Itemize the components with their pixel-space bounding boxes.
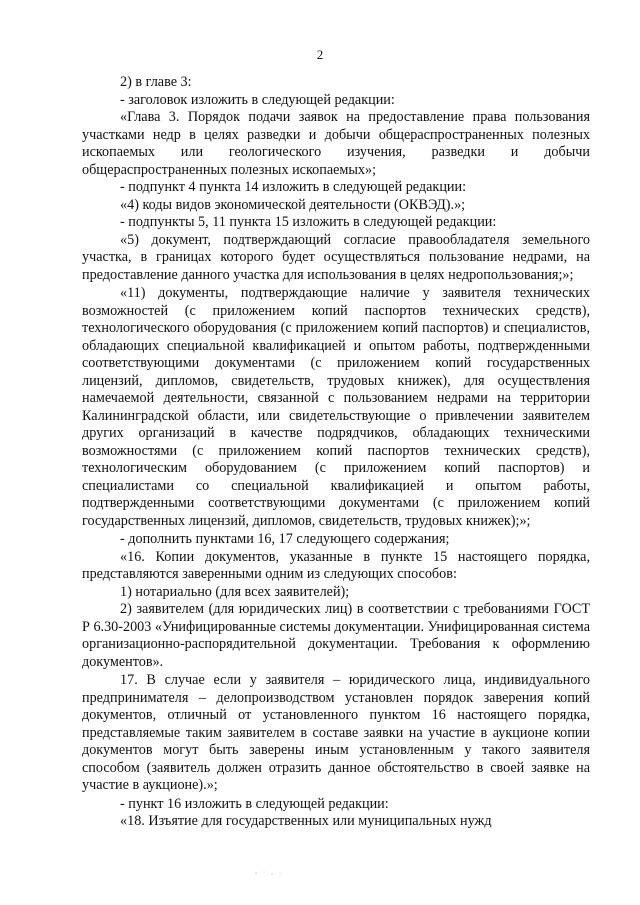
paragraph-subitem4-text: «4) коды видов экономической деятельности (ОКВЭД).»; [120,196,466,213]
paragraph-item16-option1: 1) нотариально (для всех заявителей); [120,583,350,600]
document-body [82,74,590,831]
scan-artifact [250,868,290,878]
paragraph-subitems5-11-instruction: - подпункты 5, 11 пункта 15 изложить в следующей редакции: [120,214,497,230]
paragraph-subitem5-text: «5) документ, подтверждающий согласие правообладателя земельного участка, в границах которого будет осуществляться пользование недрами, на предоставление данного участка для использования в целях недропользования;»; [82,231,590,283]
paragraph-subitem4-instruction: - подпункт 4 пункта 14 изложить в следующей редакции: [120,179,467,195]
paragraph-chapter3-intro: 2) в главе 3: [120,74,192,90]
paragraph-item16-text: «16. Копии документов, указанные в пункте 15 настоящего порядка, представляются заверенными одним из следующих способов: [82,548,590,582]
paragraph-subitem11-text: «11) документы, подтверждающие наличие у заявителя технических возможностей (с приложением копий паспортов технических средств), технологического оборудования (с приложением копий паспортов) и специалистов, обладающих специальной квалификацией и опытом работы, подтвержденными соответствующими документами (с приложением копий государственных лицензий, дипломов, свидетельств, трудовых книжек), для осуществления намечаемой деятельности, связанной с пользованием недрами на территории Калининградской области, или свидетельствующие о привлечении заявителем других организаций в качестве подрядчиков, обладающих техническими возможностями (с приложением копий паспортов технических средств), технологическим оборудованием (с приложением копий паспортов) и специалистами со специальной квалификацией и опытом работы, подтвержденными соответствующими документами (с приложением копий государственных лицензий, дипломов, свидетельств, трудовых книжек);»; [82,285,590,529]
page-number: 2 [316,47,324,62]
paragraph-item17-text: 17. В случае если у заявителя – юридического лица, индивидуального предпринимателя – делопроизводством установлен порядок заверения копий документов, отличный от установленного пунктом 16 настоящего порядка, представляемые таким заявителем в составе заявки на участие в аукционе копии документов могут быть заверены иным установленным у такого заявителя способом (заявитель должен отразить данное обстоятельство в своей заявке на участие в аукционе).»; [82,672,590,793]
paragraph-item16-instruction: - пункт 16 изложить в следующей редакции: [120,795,389,812]
paragraph-item18-start: «18. Изъятие для государственных или муниципальных нужд [120,813,492,829]
paragraph-chapter3-title: «Глава 3. Порядок подачи заявок на предоставление права пользования участками недр в целях разведки и добычи общераспространенных полезных ископаемых или геологического изучения, разведки и добычи общераспространенных полезных ископаемых»; [82,109,590,178]
paragraph-add-items-instruction: - дополнить пунктами 16, 17 следующего содержания; [120,531,450,547]
paragraph-heading-instruction: - заголовок изложить в следующей редакции: [120,91,395,108]
paragraph-item16-option2: 2) заявителем (для юридических лиц) в соответствии с требованиями ГОСТ Р 6.30-2003 «Унифицированные системы документации. Унифицированная система организационно-распорядительной документации. Требования к оформлению документов». [82,601,590,670]
